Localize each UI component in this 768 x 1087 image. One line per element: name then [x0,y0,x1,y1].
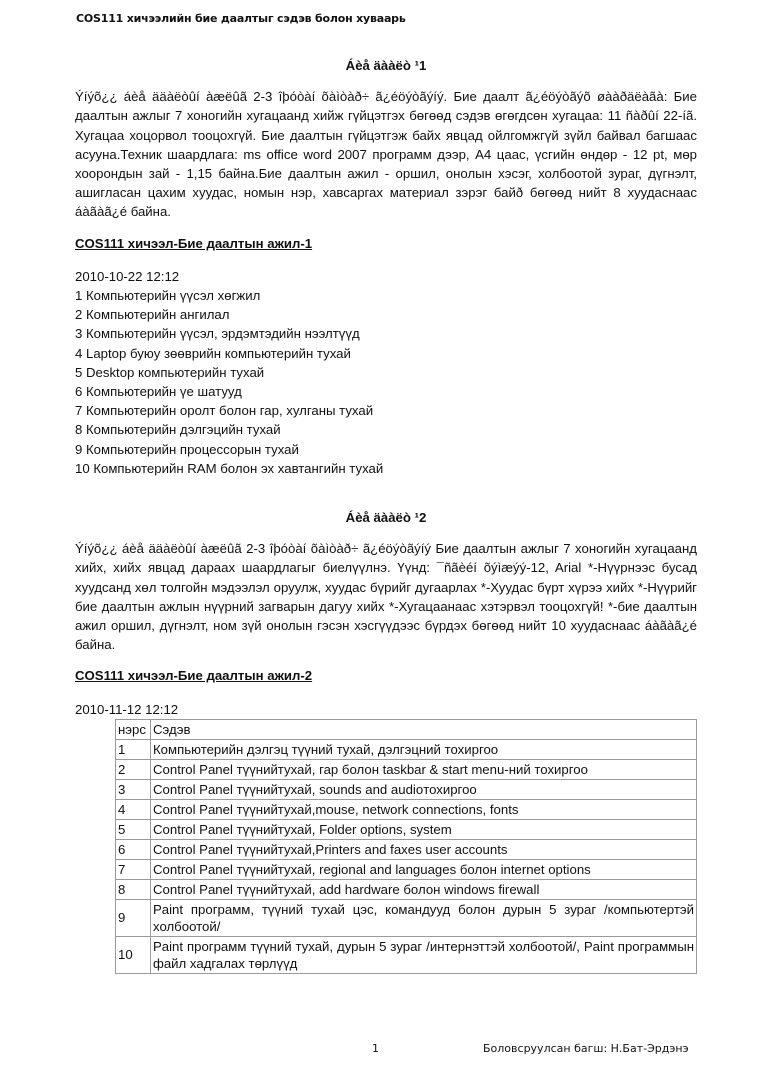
assignment-1-title: Áèå äààëò ¹1 [345,58,427,73]
row-number: 9 [116,899,151,936]
table-row [116,779,697,799]
row-number: 6 [116,839,151,859]
table-row [116,879,697,899]
row-topic: Control Panel түүнийтухай,Printers and faxes user accounts [151,839,697,859]
row-number: 3 [116,779,151,799]
column-header-names: нэрс [116,719,151,739]
table-row [116,739,697,759]
teacher-credit: Боловсруулсан багш: Н.Бат-Эрдэнэ [483,1042,689,1055]
row-topic: Paint программ түүний тухай, дурын 5 зураг /интернэттэй холбоотой/, Paint программын файл хадгалах төрлүүд [151,936,697,973]
table-row [116,859,697,879]
row-topic: Компьютерийн дэлгэц түүний тухай, дэлгэцний тохиргоо [151,739,697,759]
row-number: 2 [116,759,151,779]
list-item: 3 Компьютерийн үүсэл, эрдэмтэдийн нээлтүүд [75,326,360,342]
list-item: 6 Компьютерийн үе шатууд [75,384,242,400]
row-topic: Control Panel түүнийтухай, add hardware болон windows firewall [151,879,697,899]
row-topic: Control Panel түүнийтухай, Folder options, system [151,819,697,839]
table-row [116,759,697,779]
row-topic: Control Panel түүнийтухай, regional and languages болон internet options [151,859,697,879]
column-header-topic: Сэдэв [151,719,697,739]
table-row [116,819,697,839]
assignment-2-title: Áèå äààëò ¹2 [345,510,427,526]
row-topic: Control Panel түүнийтухай, гар болон taskbar & start menu-ний тохиргоо [151,759,697,779]
list-item: 9 Компьютерийн процессорын тухай [75,441,299,457]
list-item: 7 Компьютерийн оролт болон гар, хулганы тухай [75,403,374,419]
assignment-1-date: 2010-10-22 12:12 [75,268,180,284]
list-item: 4 Laptop буюу зөөврийн компьютерийн тухай [75,345,351,361]
list-item: 10 Компьютерийн RAM болон эх хавтангийн тухай [75,460,384,476]
row-number: 4 [116,799,151,819]
assignment-2-paragraph: Ýíýõ¿¿ áèå ääàëòûí àæëûã 2-3 îþóòàí õàìòàð÷ ã¿éöýòãýíý Бие даалтын ажлыг 7 хоногийн хугацаанд хийх, хийх явцад дараах шаардлагыг биелүүлнэ. Үүнд: ¯ñãèéí õýìæýý-12, Arial *-Нүүрнээс бусад хуудсанд хөл толгойн мэдээлэл оруулж, хуудас бүрийг дугаарлах *-Хуудас бүрт хүрээ хийх *-Нүүрийг бие даалтын ажлын нүүрний загварын дагуу хийх *-Хугацаанаас хэтэрвэл тооцохгүй! *-бие даалтын ажил оршил, дүгнэлт, ном зүй онолын гэсэн хэсгүүдээс бүрдэх бөгөөд нийт 10 хуудаснаас áàãàã¿é байна. [75,541,697,653]
assignment-2-topic-table [115,719,697,974]
document-body [75,56,697,974]
running-header: COS111 хичээлийн бие даалтыг сэдэв болон хуваарь [76,12,406,25]
row-number: 7 [116,859,151,879]
table-row [116,899,697,936]
row-number: 5 [116,819,151,839]
table-row [116,799,697,819]
assignment-1-topic-list [75,286,697,478]
row-topic: Paint программ, түүний тухай цэс, командууд болон дурын 5 зураг /компьютертэй холбоотой/ [151,899,697,936]
table-row [116,936,697,973]
assignment-1-section-title: COS111 хичээл-Бие даалтын ажил-1 [75,235,313,251]
assignment-2-date: 2010-11-12 12:12 [75,701,179,717]
row-topic: Control Panel түүнийтухай, sounds and audioтохиргоо [151,779,697,799]
list-item: 2 Компьютерийн ангилал [75,307,230,323]
row-number: 10 [116,936,151,973]
table-row [116,839,697,859]
list-item: 1 Компьютерийн үүсэл хөгжил [75,288,261,304]
row-number: 8 [116,879,151,899]
assignment-2-section-title: COS111 хичээл-Бие даалтын ажил-2 [75,668,313,684]
page-number: 1 [372,1042,379,1055]
assignment-1-paragraph: Ýíýõ¿¿ áèå ääàëòûí àæëûã 2-3 îþóòàí õàìòàð÷ ã¿éöýòãýíý. Бие даалт ã¿éöýòãýõ øààðäëàãà: Бие даалтын ажлыг 7 хоногийн хугацаанд хийж гүйцэтгэх бөгөөд сэдэв өгөгдсөн хугацаа: 11 ñàðûí 22-íã. Хугацаа хоцорвол тооцохгүй. Бие даалтын гүйцэтгэж байх явцад ойлгомжгүй зүйл байвал багшаас асууна.Техник шаардлага: ms office word 2007 программ дээр, A4 цаас, үсгийн өндөр - 12 pt, мөр хоорондын зай - 1,15 байна.Бие даалтын ажил - оршил, онолын хэсэг, холбоотой зураг, дүгнэлт, ашигласан цахим хуудас, номын нэр, хавсаргах материал зэрэг байð бөгөөд нийт 8 хуудаснаас áàãàã¿é байна. [75,89,697,220]
row-number: 1 [116,739,151,759]
list-item: 8 Компьютерийн дэлгэцийн тухай [75,422,281,438]
table-header-row [116,719,697,739]
list-item: 5 Desktop компьютерийн тухай [75,364,265,380]
row-topic: Control Panel түүнийтухай,mouse, network connections, fonts [151,799,697,819]
